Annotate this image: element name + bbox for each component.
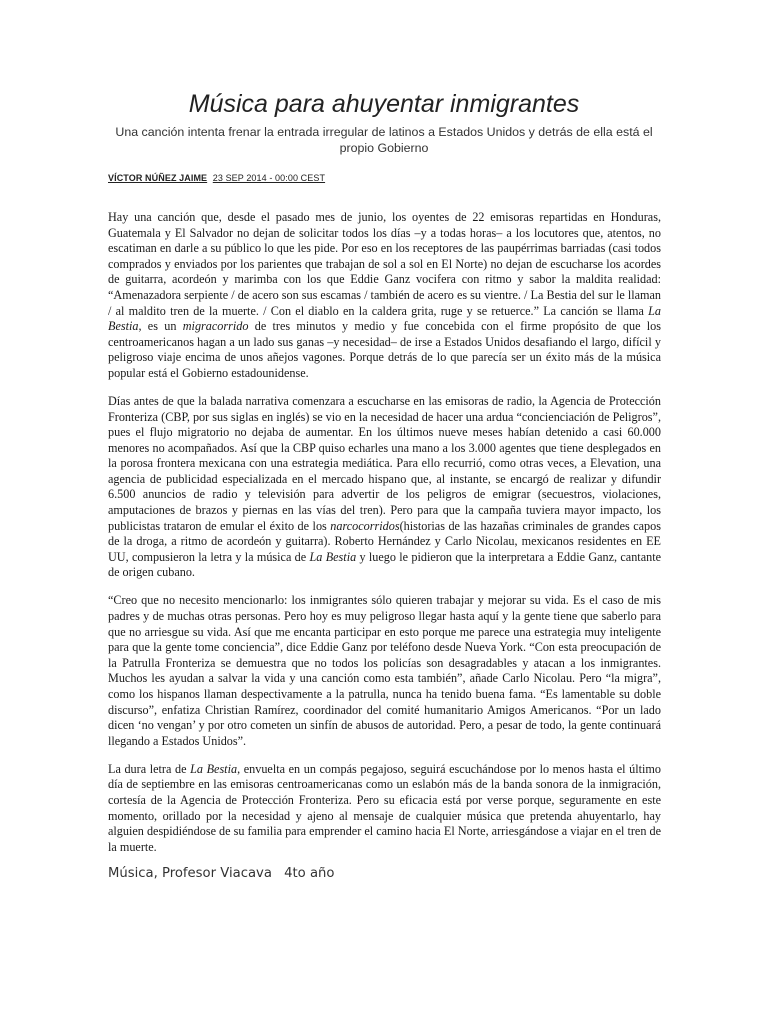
byline bbox=[108, 173, 325, 183]
paragraph-text: (historias de las hazañas criminales de grandes capos de la droga, a ritmo de acordeón y guitarra). Roberto Hernández y Carlo Nicolau, mexicanos residentes en EE UU, compusieron la letra y la música de bbox=[108, 518, 661, 564]
course-label: Música, Profesor Viacava bbox=[108, 866, 272, 881]
grade-label: 4to año bbox=[284, 866, 335, 881]
article-paragraph bbox=[108, 762, 661, 856]
paragraph-text: , envuelta en un compás pegajoso, seguirá escuchándose por lo menos hasta el último día de septiembre en las emisoras centroamericanas como un eslabón más de la banda sonora de la inmigración, cortesía de la Agencia de Protección Fronteriza. Pero su eficacia está por verse porque, seguramente en este momento, orillado por la necesidad y ajeno al mensaje de cualquier música que pretenda ahuyentarlo, hay alguien despidiéndose de su familia para emprender el camino hacia El Norte, arriesgándose a viajar en el tren de la muerte. bbox=[108, 761, 661, 854]
paragraph-text: La dura letra de bbox=[108, 761, 191, 776]
italic-text: La Bestia bbox=[190, 761, 238, 776]
author-link[interactable]: VÍCTOR NÚÑEZ JAIME bbox=[108, 173, 208, 183]
article-paragraph bbox=[108, 210, 661, 382]
italic-text: La Bestia bbox=[108, 303, 661, 334]
italic-text: narcocorridos bbox=[330, 518, 400, 533]
publish-date: 23 SEP 2014 - 00:00 CEST bbox=[212, 173, 326, 183]
footer-note bbox=[108, 866, 334, 881]
italic-text: La Bestia bbox=[309, 549, 357, 564]
article-body bbox=[108, 210, 661, 868]
italic-text: migracorrido bbox=[182, 319, 249, 334]
paragraph-text: , es un bbox=[138, 319, 183, 334]
paragraph-text: y luego le pidieron que la interpretara a Eddie Ganz, cantante de origen cubano. bbox=[108, 549, 661, 580]
paragraph-text: “Creo que no necesito mencionarlo: los inmigrantes sólo quieren trabajar y mejorar su vida. Es el caso de mis padres y de muchas otras personas. Pero hoy es muy peligroso llegar hasta aquí y la gente tiene que saberlo para que no arriesgue su vida. Así que me encanta participar en esto porque me parece una estrategia muy inteligente para que la gente tome conciencia”, dice Eddie Ganz por teléfono desde Nueva York. “Con esta preocupación de la Patrulla Fronteriza se demuestra que no todos los policías son desagradables y atacan a los inmigrantes. Muchos les ayudan a salvar la vida y una canción como esta también”, añade Carlo Nicolau. Pero “la migra”, como los hispanos llaman despectivamente a la patrulla, nunca ha tenido buena fama. “Es lamentable su doble discurso”, enfatiza Christian Ramírez, coordinador del comité humanitario Amigos Americanos. “Por un lado dicen ‘no vengan’ y por otro cometen un sinfín de abusos de autoridad. Pero, a pesar de todo, la gente continuará llegando a Estados Unidos”. bbox=[108, 593, 661, 748]
paragraph-text: de tres minutos y medio y fue concebida con el firme propósito de que los centroamericanos hagan a un lado sus ganas –y necesidad– de irse a Estados Unidos desafiando el largo, difícil y peligroso viaje encima de unos añejos vagones. Porque detrás de lo que parecía ser un éxito más de la música popular está el Gobierno estadounidense. bbox=[108, 319, 662, 380]
paragraph-text: Hay una canción que, desde el pasado mes de junio, los oyentes de 22 emisoras repartidas en Honduras, Guatemala y El Salvador no dejan de solicitar todos los días –y a todas horas– a los locutores que, atentos, no escatiman en darle a su público lo que les pide. Por eso en los receptores de las paupérrimas barriadas (casi todos comprados y enviados por los parientes que trabajan de sol a sol en El Norte) no dejan de escucharse los acordes de guitarra, acordeón y marimba con los que Eddie Ganz vocifera con ritmo y sabor la maldita realidad: “Amenazadora serpiente / de acero son sus escamas / también de acero es su vientre. / La Bestia del sur le llaman / al maldito tren de la muerte. / Con el diablo en la caldera grita, ruge y se retuerce.” La canción se llama bbox=[108, 210, 661, 318]
article-paragraph bbox=[108, 394, 661, 581]
article-title: Música para ahuyentar inmigrantes bbox=[188, 90, 580, 118]
paragraph-text: Días antes de que la balada narrativa comenzara a escucharse en las emisoras de radio, la Agencia de Protección Fronteriza (CBP, por sus siglas en inglés) se vio en la necesidad de hacer una ardua “concienciación de Peligros”, pues el flujo migratorio no dejaba de aumentar. En los últimos nueve meses habían detenido a casi 60.000 menores no acompañados. Así que la CBP quiso echarles una mano a los 3.000 agentes que tiene desplegados en la porosa frontera mexicana con una estrategia mediática. Para ello recurrió, como otras veces, a Elevation, una agencia de publicidad especializada en el mercado hispano que, al instante, se encargó de realizar y difundir 6.500 anuncios de radio y televisión para advertir de los peligros de emigrar (secuestros, violaciones, amputaciones de brazos y piernas en las vías del tren). Pero para que la campaña tuviera mayor impacto, los publicistas trataron de emular el éxito de los bbox=[108, 393, 661, 533]
article-subtitle: Una canción intenta frenar la entrada irregular de latinos a Estados Unidos y detrás de ella está el propio Gobierno bbox=[115, 125, 653, 155]
article-paragraph bbox=[108, 593, 661, 749]
